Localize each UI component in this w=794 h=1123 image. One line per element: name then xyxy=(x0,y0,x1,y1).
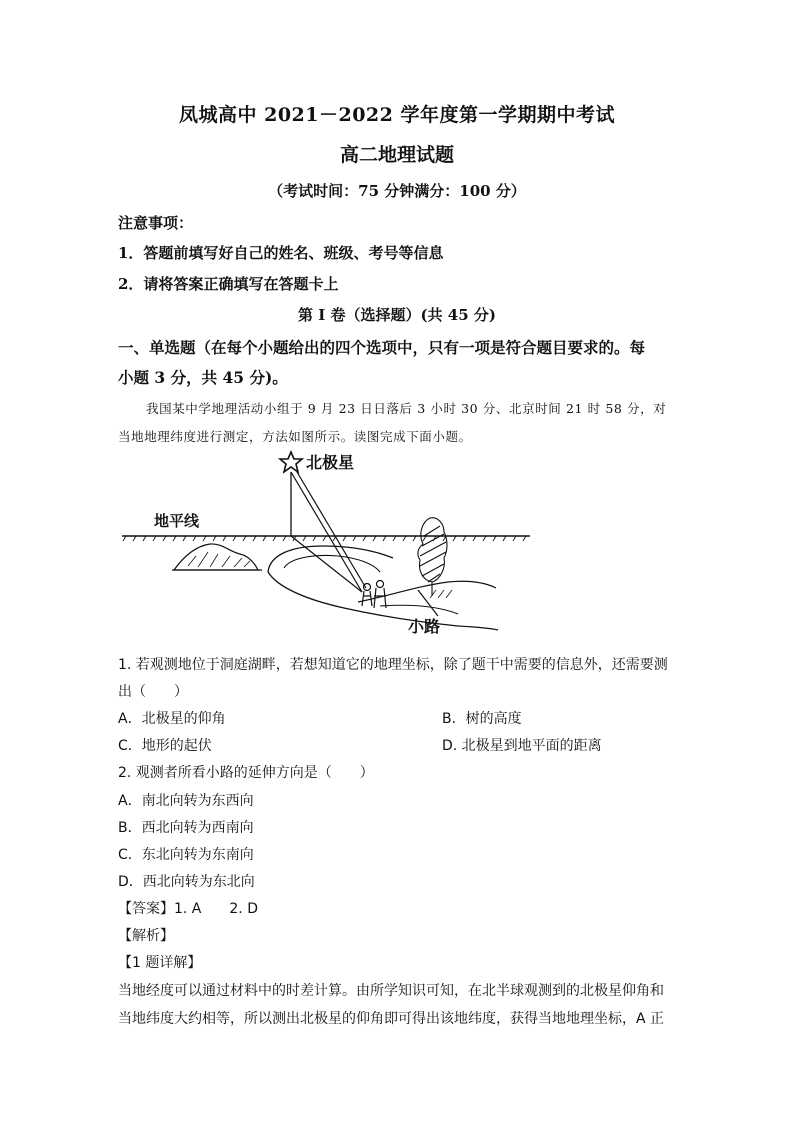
label-path: 小路 xyxy=(408,617,441,636)
answer-line: 【答案】1. A 2. D xyxy=(118,901,258,917)
q2-option-d: D．西北向转为东北向 xyxy=(118,874,255,890)
question-1-line2: 出（ ） xyxy=(118,684,188,700)
q1-option-d: D. 北极星到地平面的距离 xyxy=(442,738,602,754)
notice-item-2: 2．请将答案正确填写在答题卡上 xyxy=(118,275,339,293)
analysis-heading: 【解析】 xyxy=(118,928,174,944)
exam-info: （考试时间：75 分钟满分：100 分） xyxy=(268,182,526,200)
part-instruction-line2: 小题 3 分，共 45 分)。 xyxy=(118,368,288,387)
q1-option-c: C．地形的起伏 xyxy=(118,738,212,754)
question-1-line1: 1. 若观测地位于洞庭湖畔，若想知道它的地理坐标，除了题干中需要的信息外，还需要测 xyxy=(118,657,668,673)
detail-line2: 当地纬度大约相等，所以测出北极星的仰角即可得出该地纬度，获得当地地理坐标，A 正 xyxy=(118,1011,665,1027)
notice-item-1: 1．答题前填写好自己的姓名、班级、考号等信息 xyxy=(118,244,444,262)
polaris-observation-figure xyxy=(118,446,548,642)
q1-option-b: B．树的高度 xyxy=(442,711,522,727)
q2-option-a: A．南北向转为东西向 xyxy=(118,793,254,809)
question-2-stem: 2. 观测者所看小路的延伸方向是（ ） xyxy=(118,765,374,781)
polaris-star-icon xyxy=(280,452,302,472)
exam-title: 凤城高中 2021－2022 学年度第一学期期中考试 xyxy=(179,104,615,126)
detail-heading: 【1 题详解】 xyxy=(118,955,202,971)
exam-subtitle: 高二地理试题 xyxy=(339,144,454,166)
label-horizon: 地平线 xyxy=(154,512,200,530)
label-polaris: 北极星 xyxy=(306,453,355,472)
material-line2: 当地地理纬度进行测定，方法如图所示。读图完成下面小题。 xyxy=(118,429,472,444)
volume-title: 第 I 卷（选择题）(共 45 分) xyxy=(298,306,496,324)
q2-option-b: B．西北向转为西南向 xyxy=(118,820,254,836)
notice-heading: 注意事项： xyxy=(118,214,194,232)
material-line1: 我国某中学地理活动小组于 9 月 23 日日落后 3 小时 30 分、北京时间 21 时 58 分，对 xyxy=(146,401,667,416)
detail-line1: 当地经度可以通过材料中的时差计算。由所学知识可知，在北半球观测到的北极星仰角和 xyxy=(118,983,664,999)
q2-option-c: C．东北向转为东南向 xyxy=(118,847,254,863)
q1-option-a: A．北极星的仰角 xyxy=(118,711,226,727)
observers-icon xyxy=(362,581,386,609)
part-instruction-line1: 一、单选题（在每个小题给出的四个选项中，只有一项是符合题目要求的。每 xyxy=(118,338,646,357)
tree-icon xyxy=(418,518,447,596)
